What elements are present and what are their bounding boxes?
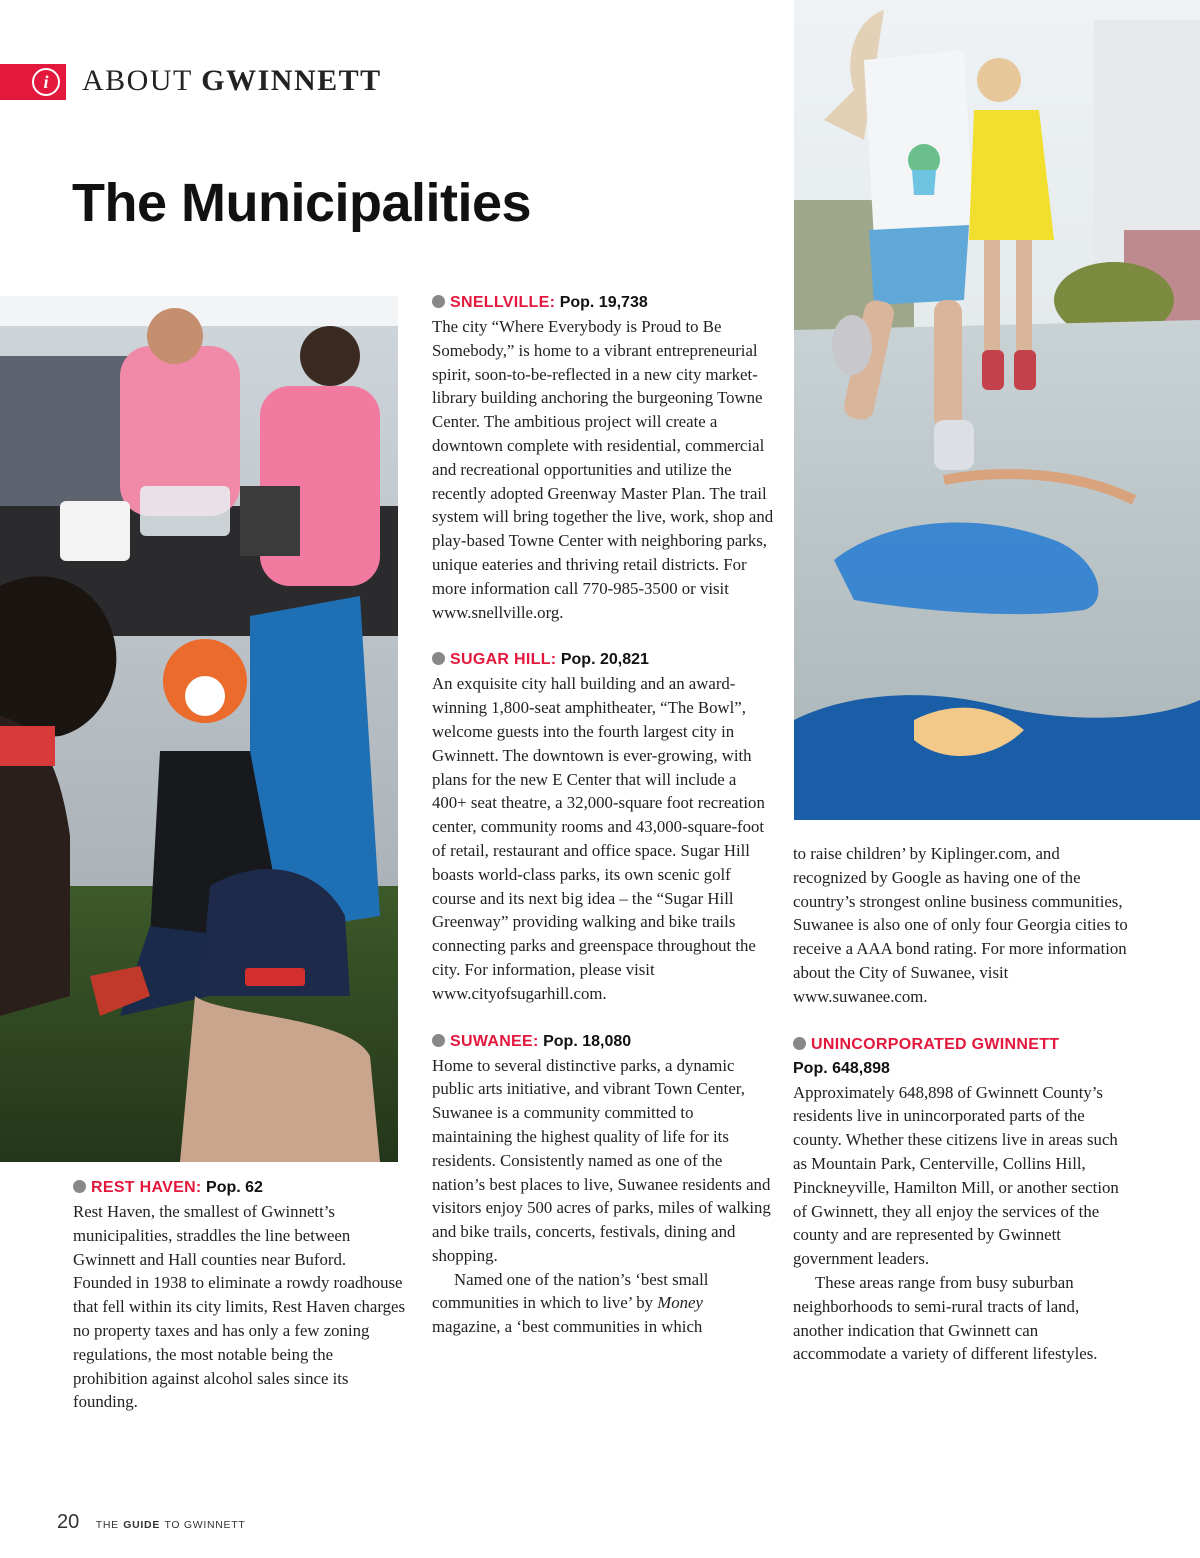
suwanee-text-end: to raise children’ by Kiplinger.com, and recognized by Google as having one of the country’s strongest online business communities, Suwanee is also one of only four Georgia cities to receive a AAA bond rating. For more information about the City of Suwanee, visit www.suwanee.com.	[793, 844, 1128, 1006]
magazine-name: Money	[657, 1293, 703, 1313]
city-name: SUGAR HILL:	[450, 651, 557, 669]
face-painting-photo	[0, 296, 398, 1162]
city-name: REST HAVEN:	[91, 1179, 202, 1196]
page-number: 20	[57, 1511, 80, 1533]
children-running-photo	[794, 0, 1200, 820]
page-footer	[57, 1511, 246, 1534]
text-span: magazine, a ‘best communities in which	[432, 1317, 703, 1337]
bullet-dot-icon	[432, 652, 445, 665]
sugar-hill-heading	[432, 648, 774, 672]
unincorporated-text: Approximately 648,898 of Gwinnett County’s residents live in unincorporated parts of the county. Whether these citizens live in areas such as Mountain Park, Centerville, Collins Hill, Pinckneyville, Hamilton Mill, or another section of Gwinnett, they all enjoy the services of the county and are represented by Gwinnett government leaders.	[793, 1082, 1119, 1269]
page-title: The Municipalities	[72, 173, 532, 233]
header-label-light: ABOUT	[82, 64, 193, 97]
suwanee-heading	[432, 1030, 774, 1054]
population: Pop. 20,821	[560, 651, 649, 669]
publication-the: THE	[95, 1519, 119, 1531]
rest-haven-text: Rest Haven, the smallest of Gwinnett’s municipalities, straddles the line between Gwinnett and Hall counties near Buford. Founded in 1938 to eliminate a rowdy roadhouse that fell within its city limits, Rest Haven charges no property taxes and has only a few zoning regulations, the most notable being the prohibition against alcohol sales since its founding.	[73, 1202, 405, 1412]
suwanee-text: Home to several distinctive parks, a dynamic public arts initiative, and vibrant Town Center, Suwanee is a community committed to maintaining the highest quality of life for its residents. Consistently named as one of the nation’s best places to live, Suwanee residents and visitors enjoy 500 acres of parks, miles of walking and bike trails, concerts, festivals, dining and shopping.	[432, 1055, 771, 1265]
city-name: SNELLVILLE:	[450, 294, 556, 311]
population: Pop. 19,738	[559, 294, 648, 311]
rest-haven-heading	[73, 1176, 405, 1200]
sugar-hill-text: An exquisite city hall building and an award-winning 1,800-seat amphitheater, “The Bowl”, welcome guests into the fourth largest city in Gwinnett. The downtown is ever-growing, with plans for the new E Center that will include a 400+ seat theatre, a 32,000-square foot recreation center, community rooms and 43,000-square-foot of retail, restaurant and office space. Sugar Hill boasts world-class parks, its own scenic golf course and its next big idea – the “Sugar Hill Greenway” providing walking and bike trails connecting parks and greenspace throughout the city. For information, please visit www.cityofsugarhill.com.	[432, 674, 765, 1003]
bullet-dot-icon	[432, 1034, 445, 1047]
publication-guide: GUIDE	[123, 1519, 161, 1531]
column-right	[793, 842, 1128, 1366]
info-icon: i	[32, 68, 60, 96]
unincorporated-heading	[793, 1033, 1128, 1057]
publication-to: TO GWINNETT	[164, 1519, 246, 1531]
bullet-dot-icon	[432, 295, 445, 308]
city-name: UNINCORPORATED GWINNETT	[811, 1035, 1060, 1053]
bullet-dot-icon	[793, 1037, 806, 1050]
city-name: SUWANEE:	[450, 1032, 539, 1050]
population: Pop. 648,898	[793, 1059, 890, 1077]
snellville-heading	[432, 291, 774, 315]
population: Pop. 18,080	[543, 1032, 632, 1050]
column-left	[73, 1176, 405, 1414]
population: Pop. 62	[206, 1179, 263, 1196]
text-span: Named one of the nation’s ‘best small communities in which to live’ by	[432, 1269, 709, 1313]
bullet-dot-icon	[73, 1180, 86, 1193]
suwanee-text-continued	[432, 1268, 774, 1339]
unincorporated-text-continued: These areas range from busy suburban neighborhoods to semi-rural tracts of land, another indication that Gwinnett can accommodate a variety of different lifestyles.	[793, 1272, 1098, 1364]
column-middle	[432, 291, 774, 1339]
header-label-bold: GWINNETT	[201, 64, 382, 97]
section-header	[82, 64, 382, 98]
snellville-text: The city “Where Everybody is Proud to Be Somebody,” is home to a vibrant entrepreneurial spirit, soon-to-be-reflected in a new city market-library building anchoring the burgeoning Towne Center. The ambitious project will create a downtown complete with residential, commercial and recreational opportunities and utilize the recently adopted Greenway Master Plan. The trail system will bring together the live, work, shop and play-based Towne Center with neighboring parks, unique eateries and thriving retail districts. For more information call 770-985-3500 or visit www.snellville.org.	[432, 317, 774, 622]
